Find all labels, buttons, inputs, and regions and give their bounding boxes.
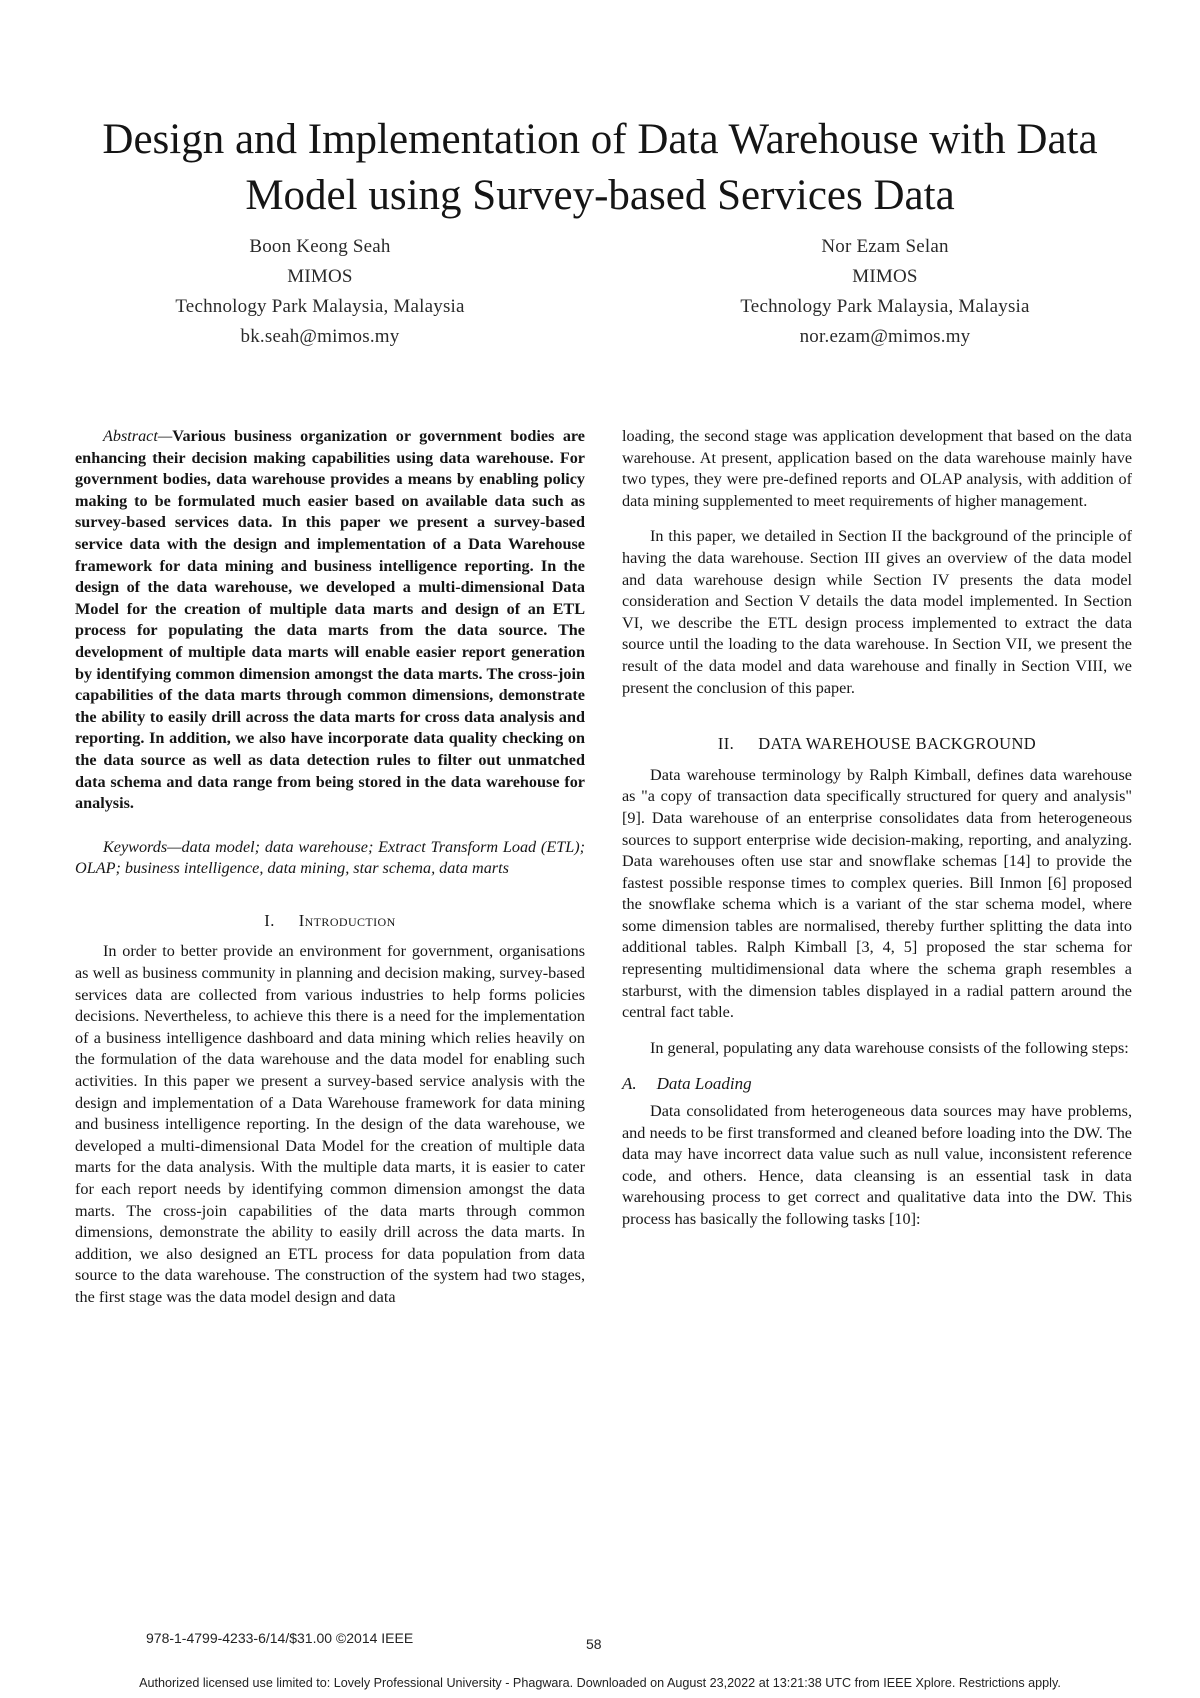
paragraph: Data warehouse terminology by Ralph Kimball, defines data warehouse as "a copy of transaction data specifically structured for query and analysis" [9]. Data warehouse of an enterprise consolidates data from heterogeneous sources to support enterprise wide decision-making, reporting, and analyzing. Data warehouses often use star and snowflake schemas [14] to provide the fastest possible response times to complex queries. Bill Inmon [6] proposed the snowflake schema which is a variant of the star schema model, where some dimension tables are normalised, thereby further splitting the data into additional tables. Ralph Kimball [3, 4, 5] proposed the star schema for representing multidimensional data where the schema graph resembles a starburst, with the dimension tables displayed in a radial pattern around the central fact table.	[622, 765, 1132, 1022]
abstract-text: Various business organization or government bodies are enhancing their decision making capabilities using data warehouse. For government bodies, data warehouse provides a means by enabling policy making to be formulated much easier based on available data such as survey-based services data. In this paper we present a survey-based service data with the design and implementation of a Data Warehouse framework for data mining and business intelligence reporting. In the design of the data warehouse, we developed a multi-dimensional Data Model for the creation of multiple data marts and design of an ETL process for populating the data marts from the data source. The development of multiple data marts will enable easier report generation by identifying common dimension amongst the data marts. The cross-join capabilities of the data marts through common dimensions, demonstrate the ability to easily drill across the data marts for cross data analysis and reporting. In addition, we also have incorporate data quality checking on the data source as well as data detection rules to filter out unmatched data schema and data range from being stored in the data warehouse for analysis.	[75, 427, 585, 813]
copyright-line: 978-1-4799-4233-6/14/$31.00 ©2014 IEEE	[146, 1630, 414, 1646]
section-title: DATA WAREHOUSE BACKGROUND	[758, 734, 1037, 754]
abstract-lead: Abstract—	[103, 427, 173, 445]
author-email: bk.seah@mimos.my	[240, 326, 400, 347]
license-notice: Authorized licensed use limited to: Lovely Professional University - Phagwara. Downloaded on August 23,2022 at 13:21:38 UTC from IEEE Xplore. Restrictions apply.	[139, 1676, 1061, 1690]
abstract	[75, 426, 585, 815]
subsection-heading	[622, 1073, 1132, 1095]
author-block-1	[110, 232, 530, 352]
subsection-letter: A.	[622, 1074, 637, 1094]
page-number: 58	[586, 1636, 602, 1652]
author-block-2	[675, 232, 1095, 352]
section-heading-introduction	[75, 910, 585, 932]
paragraph: Data consolidated from heterogeneous data sources may have problems, and needs to be first transformed and cleaned before loading into the DW. The data may have incorrect data value such as null value, inconsistent reference code, and others. Hence, data cleansing is an essential task in data warehousing process to get correct and qualitative data into the DW. This process has basically the following tasks [10]:	[622, 1102, 1132, 1228]
subsection-title: Data Loading	[656, 1074, 752, 1094]
author-location: Technology Park Malaysia, Malaysia	[740, 296, 1030, 317]
right-column	[622, 426, 1132, 1231]
paragraph: In general, populating any data warehouse consists of the following steps:	[650, 1038, 1129, 1057]
paragraph: In order to better provide an environment for government, organisations as well as business community in planning and decision making, survey-based services data are collected from various industries to help forms policies decisions. Nevertheless, to achieve this there is a need for the implementation of a business intelligence dashboard and data mining which relies heavily on the formulation of the data warehouse and the data model for enabling such activities. In this paper we present a survey-based service analysis with the design and implementation of a Data Warehouse framework for data mining and business intelligence reporting. In the design of the data warehouse, we developed a multi-dimensional Data Model for the creation of multiple data marts for the data analysis. With the multiple data marts, it is easier to cater for each report needs by identifying common dimension amongst the data marts. The cross-join capabilities of the data marts through common dimensions, demonstrate the ability to easily drill across the data marts. In addition, we also designed an ETL process for data population from data source to the data warehouse. The construction of the system had two stages, the first stage was the data model design and data	[75, 942, 585, 1306]
author-organization: MIMOS	[287, 266, 353, 287]
section-title: Introduction	[298, 910, 396, 930]
paragraph: In this paper, we detailed in Section II the background of the principle of having the data warehouse. Section III gives an overview of the data model and data warehouse design while Section IV presents the data model consideration and Section V details the data model implemented. In Section VI, we describe the ETL design process implemented to extract the data source until the loading to the data warehouse. In Section VII, we present the result of the data model and data warehouse and finally in Section VIII, we present the conclusion of this paper.	[622, 527, 1132, 697]
section-heading-background	[622, 733, 1132, 755]
author-name: Boon Keong Seah	[249, 236, 391, 257]
section-number: I.	[264, 910, 275, 930]
author-location: Technology Park Malaysia, Malaysia	[175, 296, 465, 317]
paper-title: Design and Implementation of Data Warehouse with Data Model using Survey-based Services Data	[102, 116, 1098, 219]
left-column	[75, 426, 585, 1309]
paragraph: loading, the second stage was application development that based on the data warehouse. At present, application based on the data warehouse mainly have two types, they were pre-defined reports and OLAP analysis, with addition of data mining supplemented to meet requirements of higher management.	[622, 427, 1132, 510]
author-email: nor.ezam@mimos.my	[799, 326, 971, 347]
keywords: Keywords—data model; data warehouse; Extract Transform Load (ETL); OLAP; business intelligence, data mining, star schema, data marts	[75, 837, 585, 878]
section-number: II.	[717, 734, 735, 754]
author-name: Nor Ezam Selan	[821, 236, 949, 257]
author-organization: MIMOS	[852, 266, 918, 287]
